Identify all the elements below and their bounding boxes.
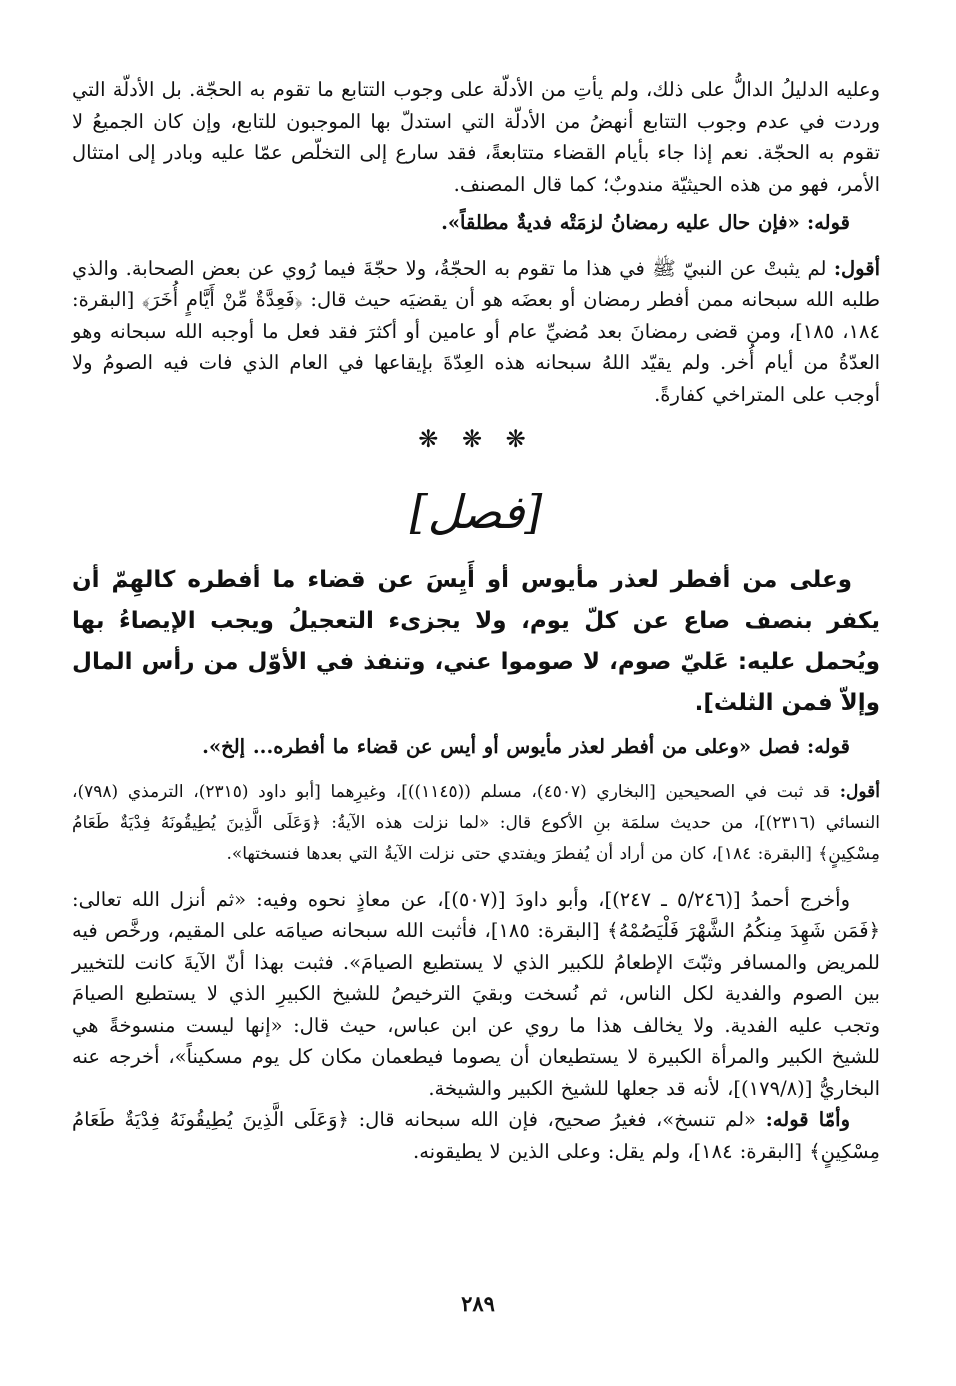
qawluhu-label: قوله:	[807, 735, 850, 758]
page-number: ٢٨٩	[461, 1291, 495, 1316]
qawluhu-label: قوله:	[807, 211, 850, 234]
paragraph-7	[72, 1104, 880, 1167]
paragraph-7-body: «لم تنسخ»، فغيرُ صحيح، فإن الله سبحانه قال: ﴿وَعَلَى الَّذِينَ يُطِيقُونَهُ فِدْيَةٌ طَعَامُ مِسْكِينٍ﴾ [البقرة: ١٨٤]، ولم يقل: وعلى الذين لا يطيقونه.	[72, 1108, 880, 1163]
paragraph-1: وعليه الدليلُ الدالُّ على ذلك، ولم يأتِ من الأدلّة على وجوب التتابع ما تقوم به الحجّة. بل الأدلّة التي وردت في عدم وجوب التتابع أنهضُ من الأدلّة التي استدلّ بها الموجبون للتابع، وإن كان الجميعُ لا تقوم به الحجّة. نعم إذا جاء بأيام القضاء متتابعةً، فقد سارع إلى التخلّص عمّا عليه وبادر إلى امتثال الأمر، فهو من هذه الحيثيّة مندوبٌ؛ كما قال المصنف.	[72, 78, 880, 196]
wa-amma-qawluhu-label: وأمّا قوله:	[765, 1108, 851, 1131]
paragraph-5	[72, 777, 880, 870]
quoted-text: «فإن حال عليه رمضانُ لزمَتْه فديةٌ مطلقاً».	[441, 211, 800, 234]
aqulu-label: أقول:	[833, 256, 880, 280]
section-separator: ❋ ❋ ❋	[418, 425, 534, 453]
section-heading-wrap	[72, 482, 880, 548]
paragraph-3	[72, 253, 880, 411]
paragraph-4-body: فصل «وعلى من أفطر لعذر مأيوس أو أيس عن قضاء ما أفطره... إلخ».	[202, 735, 800, 758]
matn-text: وعلى من أفطر لعذر مأيوس أو أَيِسَ عن قضاء ما أفطره كالهِمّ أن يكفر بنصف صاع عن كلّ يوم، ولا يجزىء التعجيلُ ويجب الإيصاءُ بها ويُحمل عليه: عَليّ صوم، لا صوموا عني، وتنفذ في الأوّل من رأس المال وإلاّ فمن الثلث].	[72, 567, 880, 716]
paragraph-6: وأخرج أحمدُ [(٥/٢٤٦ ـ ٢٤٧)]، وأبو داودَ [(٥٠٧)]، عن معاذٍ نحوه وفيه: «ثم أنزل الله تعالى: ﴿فَمَن شَهِدَ مِنكُمُ الشَّهْرَ فَلْيَصُمْهُ﴾ [البقرة: ١٨٥]، فأثبت الله سبحانه صيامَه على المقيم، ورخَّص فيه للمريض والمسافر وثبّتَ الإطعامُ للكبير الذي لا يستطيع الصيامَ». فثبت بهذا أنّ الآيةَ كانت للتخيير بين الصوم والفدية لكل الناس، ثم نُسخت وبقيَ الترخيصُ للشيخ الكبيرِ الذي لا يستطيع الصيامَ وتجب عليه الفدية. ولا يخالف هذا ما روي عن ابن عباس، حيث قال: «إنها ليست منسوخةً هي للشيخ الكبير والمرأة الكبيرة لا يستطيعان أن يصوما فيطعمان مكان كل يوم مسكيناً»، أخرجه عنه البخاريُّ [(١٧٩/٨)]، لأنه قد جعلها للشيخ الكبير والشيخة.	[72, 887, 880, 1100]
paragraph-2	[72, 207, 880, 239]
page-body	[72, 74, 880, 1167]
aqulu-label: أقول:	[839, 781, 881, 802]
paragraph-5-body: قد ثبت في الصحيحين [البخاري (٤٥٠٧)، مسلم ((١١٤٥))]، وغيرِهما [أبو داود (٢٣١٥)، الترمذي (٧٩٨)، النسائي (٢٣١٦)]، من حديث سلمَة بنِ الأكوع قال: «لما نزلت هذه الآيةُ: ﴿وَعَلَى الَّذِينَ يُطِيقُونَهُ فِدْيَةٌ طَعَامُ مِسْكِينٍ﴾ [البقرة: ١٨٤]، كان من أراد أن يُفطرَ ويفتدي حتى نزلت الآيةُ التي بعدها فنسختها».	[72, 781, 880, 864]
section-heading: [فصل]	[409, 485, 543, 539]
paragraph-3-body: لم يثبتْ عن النبيّ ﷺ في هذا ما تقوم به الحجّةُ، ولا حجّةَ فيما رُوي عن بعض الصحابة. والذي طلبه الله سبحانه ممن أفطر رمضان أو بعضَه هو أن يقضيَه حيث قال: ﴿فَعِدَّةٌ مِّنْ أَيَّامٍ أُخَرَ﴾ [البقرة: ١٨٤، ١٨٥]، ومن قضى رمضانَ بعد مُضيِّ عام أو عامين أو أكثرَ فقد فعل ما أوجبه الله سبحانه وهو العدّةُ من أيام أُخر. ولم يقيّد اللهُ سبحانه هذه العِدّةَ بإيقاعها في العام الذي فات فيه الصومُ ولا أوجب على المتراخي كفارةً.	[72, 256, 880, 406]
paragraph-4	[72, 731, 880, 763]
